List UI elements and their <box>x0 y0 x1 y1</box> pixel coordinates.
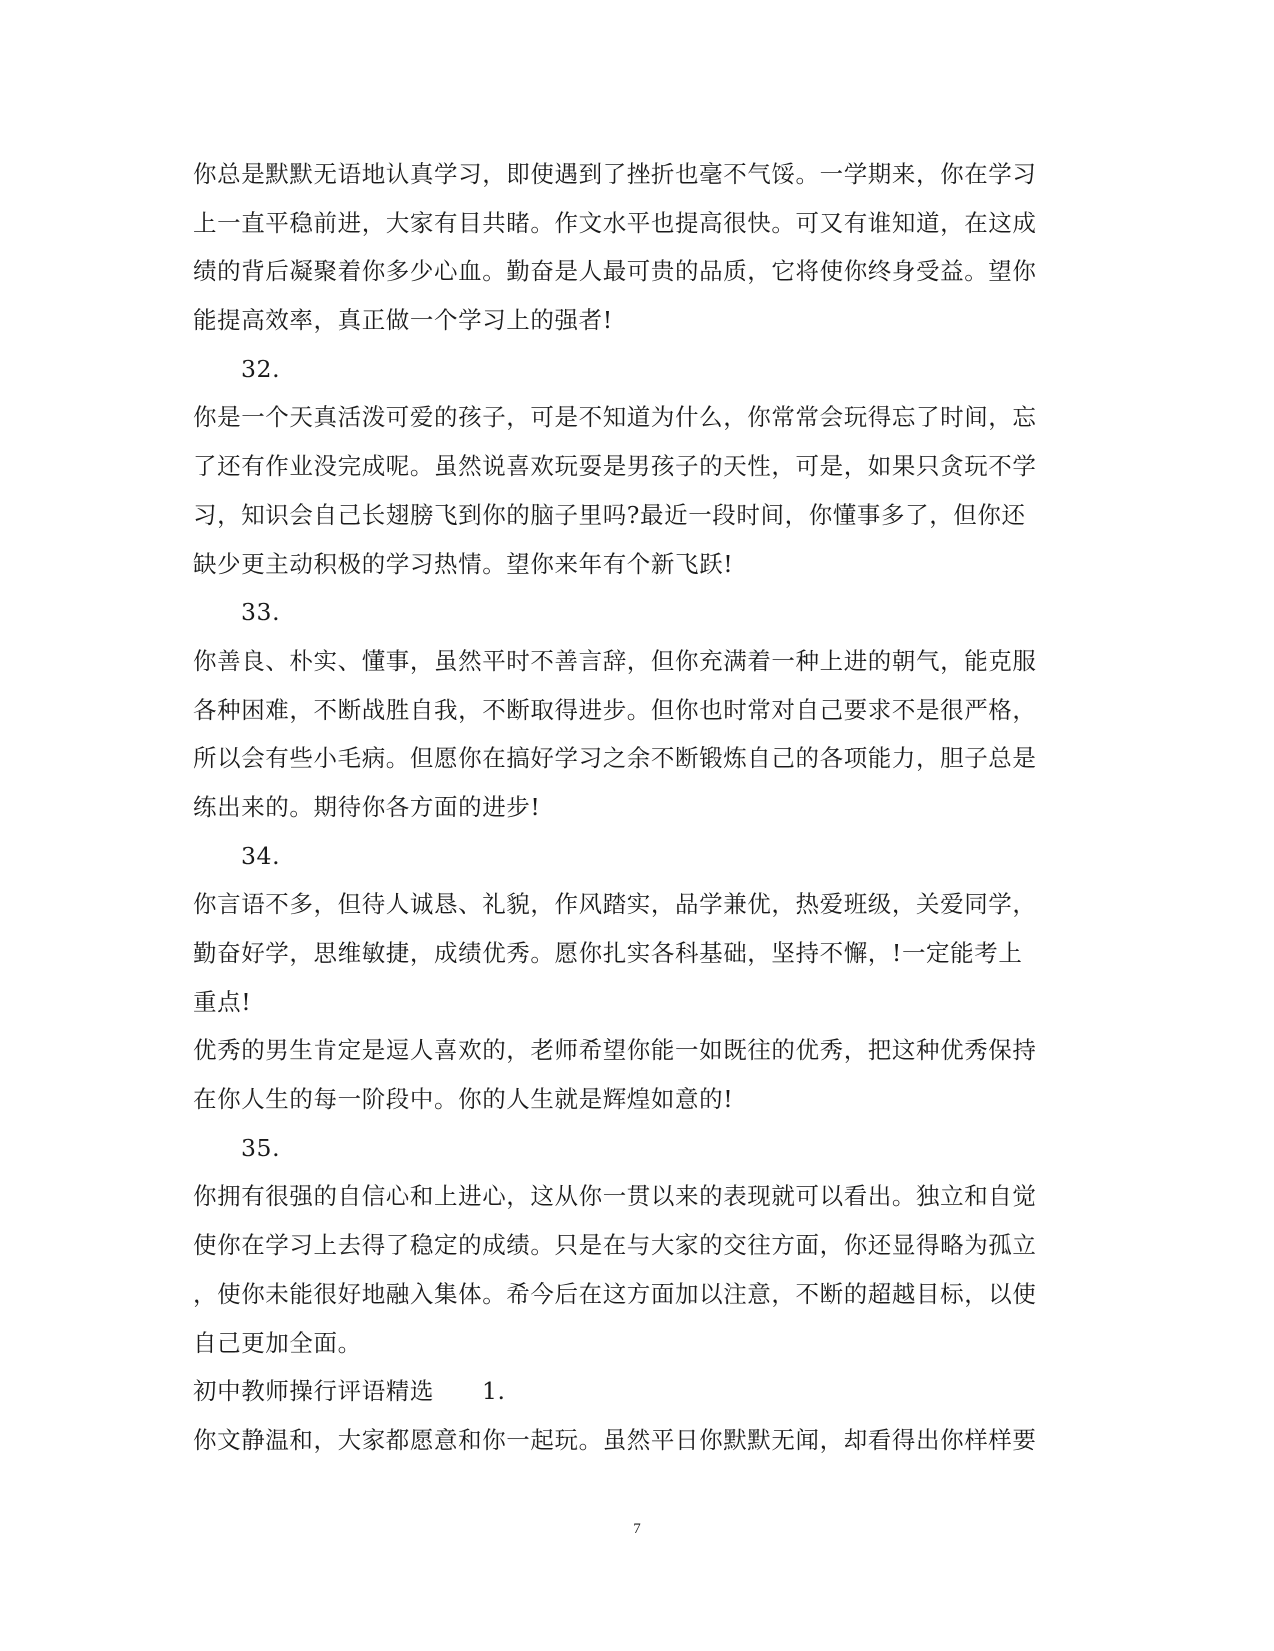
text-line: 习，知识会自己长翅膀飞到你的脑子里吗?最近一段时间，你懂事多了，但你还 <box>193 500 1026 529</box>
text-line: 自己更加全面。 <box>193 1328 362 1357</box>
text-line: 在你人生的每一阶段中。你的人生就是辉煌如意的! <box>193 1085 734 1114</box>
document-body <box>193 150 1073 1465</box>
text-line: 勤奋好学，思维敏捷，成绩优秀。愿你扎实各科基础，坚持不懈，!一定能考上 <box>193 939 1023 967</box>
text-line: 能提高效率，真正做一个学习上的强者! <box>193 306 613 335</box>
item-number: 33. <box>241 598 281 627</box>
section-heading <box>193 1367 1073 1416</box>
page-number: 7 <box>633 1521 641 1537</box>
text-line: 你言语不多，但待人诚恳、礼貌，作风踏实，品学兼优，热爱班级，关爱同学， <box>193 890 1037 919</box>
item-number: 34. <box>241 841 281 870</box>
text-line: 所以会有些小毛病。但愿你在搞好学习之余不断锻炼自己的各项能力，胆子总是 <box>193 744 1037 773</box>
text-line: 上一直平稳前进，大家有目共睹。作文水平也提高很快。可又有谁知道，在这成 <box>193 208 1037 237</box>
text-line: 你是一个天真活泼可爱的孩子，可是不知道为什么，你常常会玩得忘了时间，忘 <box>193 403 1037 432</box>
text-line: ，使你未能很好地融入集体。希今后在这方面加以注意，不断的超越目标，以使 <box>193 1279 1037 1308</box>
text-line: 练出来的。期待你各方面的进步! <box>193 792 541 821</box>
text-line: 你总是默默无语地认真学习，即使遇到了挫折也毫不气馁。一学期来，你在学习 <box>193 160 1037 188</box>
text-line: 你拥有很强的自信心和上进心，这从你一贯以来的表现就可以看出。独立和自觉 <box>193 1182 1037 1211</box>
item-number: 32. <box>241 354 281 383</box>
text-line: 缺少更主动积极的学习热情。望你来年有个新飞跃! <box>193 549 734 578</box>
text-line: 你文静温和，大家都愿意和你一起玩。虽然平日你默默无闻，却看得出你样样要 <box>193 1425 1037 1454</box>
text-line: 优秀的男生肯定是逗人喜欢的，老师希望你能一如既往的优秀，把这种优秀保持 <box>193 1036 1037 1065</box>
text-line: 你善良、朴实、懂事，虽然平时不善言辞，但你充满着一种上进的朝气，能克服 <box>193 646 1037 675</box>
text-line: 重点! <box>193 987 252 1016</box>
section-number: 1. <box>482 1377 506 1406</box>
text-line: 各种困难，不断战胜自我，不断取得进步。但你也时常对自己要求不是很严格， <box>193 695 1037 724</box>
text-line: 使你在学习上去得了稳定的成绩。只是在与大家的交往方面，你还显得略为孤立 <box>193 1231 1037 1260</box>
item-number: 35. <box>241 1133 281 1162</box>
section-title: 初中教师操行评语精选 <box>193 1377 434 1406</box>
text-line: 绩的背后凝聚着你多少心血。勤奋是人最可贵的品质，它将使你终身受益。望你 <box>193 257 1037 286</box>
text-line: 了还有作业没完成呢。虽然说喜欢玩耍是男孩子的天性，可是，如果只贪玩不学 <box>193 452 1037 481</box>
